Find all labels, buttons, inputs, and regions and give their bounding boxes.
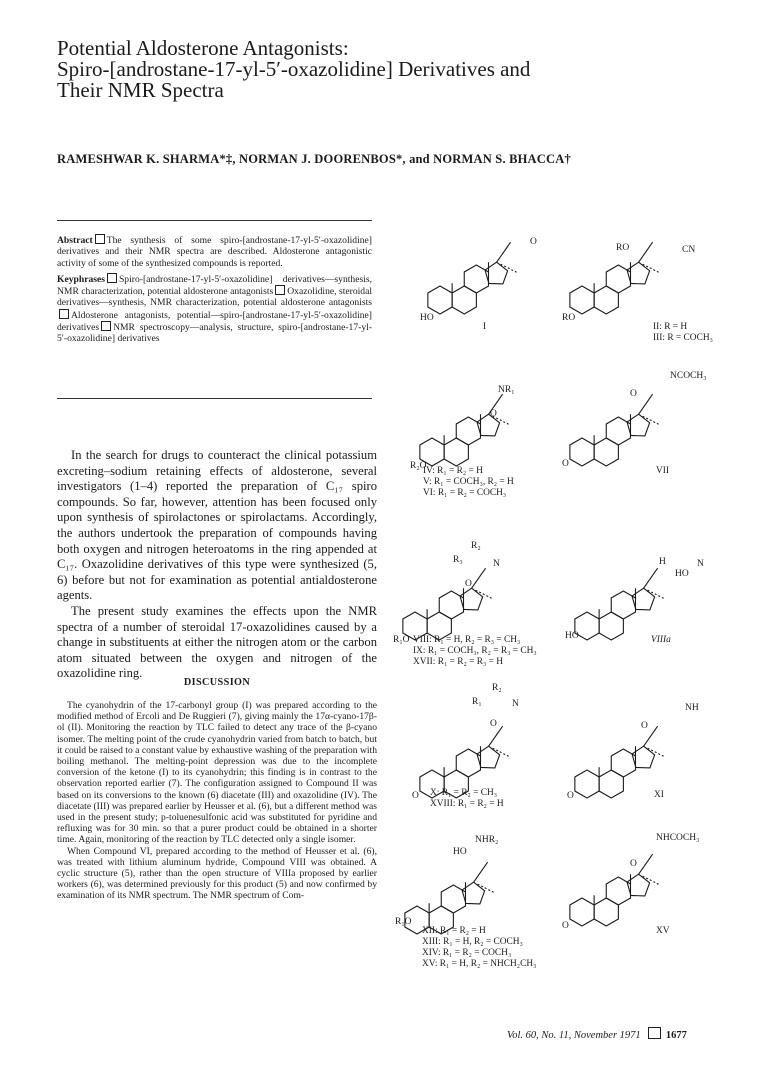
caption-line: VIII: R₁ = H, R₂ = R₃ = CH₃ (413, 635, 521, 645)
caption-line: XVII: R₁ = R₂ = R₃ = H (413, 657, 503, 667)
atom-label: O (630, 859, 637, 869)
intro-text (57, 448, 377, 682)
keyphrase-item: NMR spectroscopy—analysis, structure, spiro-[androstane-17-yl-5′-oxazolidine] derivatives (57, 322, 372, 345)
ring-a (575, 770, 599, 798)
structure-VIII-IX-XVII (393, 520, 553, 650)
abstract-label: Abstract (57, 235, 93, 246)
atom-label: R₂O (410, 461, 427, 471)
structure-II-III (560, 232, 720, 322)
spiro-bond (639, 394, 653, 414)
discussion-text (57, 700, 377, 902)
title-line-1: Potential Aldosterone Antagonists: (57, 36, 349, 60)
ring-a (428, 286, 452, 314)
keyphrase-item: Aldosterone antagonists, potential—spiro-[androstane-17-yl-5′-oxazolidine] derivatives (57, 309, 372, 334)
structure-IV-VI-caption (423, 466, 514, 499)
ring-c (439, 591, 463, 619)
journal-citation: Vol. 60, No. 11, November 1971 (507, 1030, 641, 1041)
keyphrase-item: Oxazolidine, steroidal derivatives—synthesis, NMR characterization, potential aldosterone antagonists (57, 286, 372, 309)
title-line-3: Their NMR Spectra (57, 78, 224, 102)
ring-c (464, 265, 488, 293)
atom-label: R₁O (393, 635, 410, 645)
keyphrases-paragraph (57, 273, 372, 345)
caption-line: IV: R₁ = R₂ = H (423, 466, 483, 476)
structure-VII-caption: VII (656, 466, 670, 476)
atom-label: O (562, 921, 569, 931)
ring-b (594, 898, 618, 926)
caption-line: X: R₁ = R₂ = CH₃ (430, 788, 498, 798)
structure-II-III-caption (653, 322, 713, 344)
spiro-bond (639, 854, 653, 874)
hashed-bond (643, 876, 659, 884)
hashed-bond (643, 416, 659, 424)
ring-c (606, 417, 630, 445)
hashed-bond (648, 590, 664, 598)
ring-a (570, 898, 594, 926)
keyphrase-item: Spiro-[androstane-17-yl-5′-oxazolidine] derivatives—synthesis, NMR characterization, potential aldosterone antagonists (57, 273, 372, 298)
ring-c (611, 591, 635, 619)
spiro-bond (474, 862, 488, 882)
abstract-top-rule (57, 220, 372, 221)
structure-VIII-caption (413, 635, 537, 668)
spiro-bond (489, 726, 503, 746)
atom-label: NH (685, 703, 699, 713)
ring-c (441, 885, 465, 913)
structure-XV-right (560, 822, 750, 932)
caption-line: II: R = H (653, 322, 688, 332)
structure-I (418, 232, 558, 322)
square-icon (107, 273, 117, 283)
page-number: 1677 (665, 1030, 687, 1041)
ring-c (606, 877, 630, 905)
caption-line: XIII: R₁ = H, R₂ = COCH₃ (422, 937, 523, 947)
square-icon (95, 234, 105, 244)
atom-label: CN (682, 245, 696, 255)
author-list: RAMESHWAR K. SHARMA*‡, NORMAN J. DOORENBOS*, and NORMAN S. BHACCA† (57, 152, 571, 166)
spiro-bond (639, 242, 653, 262)
atom-label: NCOCH₃ (670, 371, 707, 381)
hashed-bond (643, 264, 659, 272)
ring-b (452, 286, 476, 314)
hashed-bond (476, 590, 492, 598)
ring-c (606, 265, 630, 293)
ring-b (599, 612, 623, 640)
abstract-paragraph (57, 234, 372, 269)
atom-label: N (697, 559, 704, 569)
atom-label: N (493, 559, 500, 569)
ring-b (599, 770, 623, 798)
square-icon (101, 321, 111, 331)
spiro-bond (644, 568, 658, 588)
abstract-bottom-rule (57, 398, 372, 399)
ring-c (456, 749, 480, 777)
discussion-heading: DISCUSSION (183, 677, 251, 688)
hashed-bond (648, 748, 664, 756)
abstract-text: The synthesis of some spiro-[androstane-17-yl-5′-oxazolidine] derivatives and their NMR spectra are described. Aldosterone antagonistic activity of some of the synthesized compounds is reported. (57, 235, 372, 269)
structure-XII-caption (422, 926, 536, 970)
spiro-bond (497, 242, 511, 262)
structure-XI (565, 676, 725, 806)
caption-line: XVIII: R₁ = R₂ = H (430, 799, 504, 809)
intro-paragraph: The present study examines the effects upon the NMR spectra of a number of steroidal 17-oxazolidines caused by a change in substituents at either the nitrogen atom or the carbon atom situated between the oxygen and nitrogen of the oxazolidine ring. (57, 603, 377, 681)
atom-label: O (490, 409, 497, 419)
title-line-2: Spiro-[androstane-17-yl-5′-oxazolidine] Derivatives and (57, 57, 531, 81)
spiro-bond (472, 568, 486, 588)
atom-label: O (562, 459, 569, 469)
ring-c (456, 417, 480, 445)
atom-label: O (465, 579, 472, 589)
caption-line: XIV: R₁ = R₂ = COCH₃ (422, 948, 512, 958)
hashed-bond (478, 884, 494, 892)
ring-c (611, 749, 635, 777)
structure-XII-XV (395, 820, 565, 940)
keyphrases-label: Keyphrases (57, 273, 105, 285)
atom-label: O (490, 719, 497, 729)
caption-line: IX: R₁ = COCH₃, R₂ = R₃ = CH₃ (413, 646, 537, 656)
structure-X-caption (430, 788, 504, 810)
article-title (57, 38, 617, 101)
abstract-block (57, 234, 372, 349)
ring-a (570, 286, 594, 314)
atom-label: HO (420, 313, 434, 323)
ring-b (444, 438, 468, 466)
atom-label: O (567, 791, 574, 801)
atom-label: O (641, 721, 648, 731)
structure-VIIIa-caption: VIIIa (651, 635, 671, 645)
structure-XV-right-caption: XV (656, 926, 670, 936)
ring-a (570, 438, 594, 466)
square-icon (59, 309, 69, 319)
atom-label: O (530, 237, 537, 247)
hashed-bond (501, 264, 517, 272)
journal-logo-icon (648, 1027, 661, 1039)
atom-label: NHCOCH₃ (656, 833, 700, 843)
atom-label: RO (616, 243, 630, 253)
atom-label: R₂ (492, 683, 502, 693)
atom-label: RO (562, 313, 576, 323)
caption-line: XII: R₁ = R₂ = H (422, 926, 486, 936)
atom-label: O (412, 791, 419, 801)
structure-IV-VI (410, 362, 555, 472)
discussion-paragraph: When Compound VI, prepared according to the method of Heusser et al. (6), was treated with lithium aluminum hydride, Compound VIII was obtained. A cyclic structure (5), rather than the open structure of VIIIa proposed by earlier workers (6), was determined previously for this product (5) and now confirmed by examination of its NMR spectrum. The NMR spectrum of Com- (57, 845, 377, 902)
atom-label: NHR₂ (475, 835, 499, 845)
caption-line: XV: R₁ = H, R₂ = NHCH₂CH₃ (422, 959, 537, 969)
caption-line: V: R₁ = COCH₃, R₂ = H (423, 477, 514, 487)
atom-label: R₂ (471, 541, 481, 551)
square-icon (275, 285, 285, 295)
ring-b (594, 286, 618, 314)
structure-VIIIa (565, 520, 740, 650)
discussion-paragraph: The cyanohydrin of the 17-carbonyl group (I) was prepared according to the modified method of Ercoli and De Ruggieri (7), giving mainly the 17α-cyano-17β-ol (II). Monitoring the reaction by TLC failed to detect any trace of the β-cyano isomer. The melting point of the crude cyanohydrin varied from batch to batch, but it could be raised to a constant value by exhaustive washing of the preparation with boiling methanol. The melting-point depression was due to the incomplete conversion of the ketone (I) to its cyanohydrin; this finding is in contrast to the observation reported earlier (7). The configuration assigned to Compound II was based on its conversions to the known (6) diacetate (III) and oxazolidine (IV). The diacetate (III) was prepared earlier by Heusser et al. (6), but a different method was used in the present study; p-toluenesulfonic acid was substituted for pyridine and refluxing was for 30 min. so that a purer product could be obtained in a shorter time. Again, monitoring of the reaction by TLC detected only a single isomer. (57, 700, 377, 846)
atom-label: R₁O (395, 917, 412, 927)
atom-label: R₁ (472, 697, 482, 707)
atom-label: R₃ (453, 555, 463, 565)
ring-b (594, 438, 618, 466)
intro-paragraph: In the search for drugs to counteract the clinical potassium excreting–sodium retaining effects of aldosterone, several investigators (1–4) reported the preparation of C₁₇ spiro compounds. So far, however, attention has been focused only upon synthesis of spirolactones or spirolactams. Accordingly, the authors undertook the preparation of compounds having both oxygen and nitrogen heteroatoms in the ring appended at C₁₇. Oxazolidine derivatives of this type were synthesized (5, 6) before but not for examination as potential antialdosterone agents. (57, 448, 377, 603)
hashed-bond (493, 748, 509, 756)
caption-line: III: R = COCH₃ (653, 333, 713, 343)
structure-X-XVIII (410, 676, 580, 806)
structure-I-caption: I (483, 322, 487, 332)
atom-label: HO (565, 631, 579, 641)
atom-label: O (630, 389, 637, 399)
atom-label: NR₁ (498, 385, 515, 395)
page-footer (507, 1027, 687, 1041)
caption-line: VI: R₁ = R₂ = COCH₃ (423, 488, 507, 498)
structure-XI-caption: XI (654, 790, 664, 800)
atom-label: N (512, 699, 519, 709)
atom-label: HO (453, 847, 467, 857)
atom-label: HO (675, 569, 689, 579)
atom-label: H (659, 557, 666, 567)
structure-VII (560, 362, 735, 472)
